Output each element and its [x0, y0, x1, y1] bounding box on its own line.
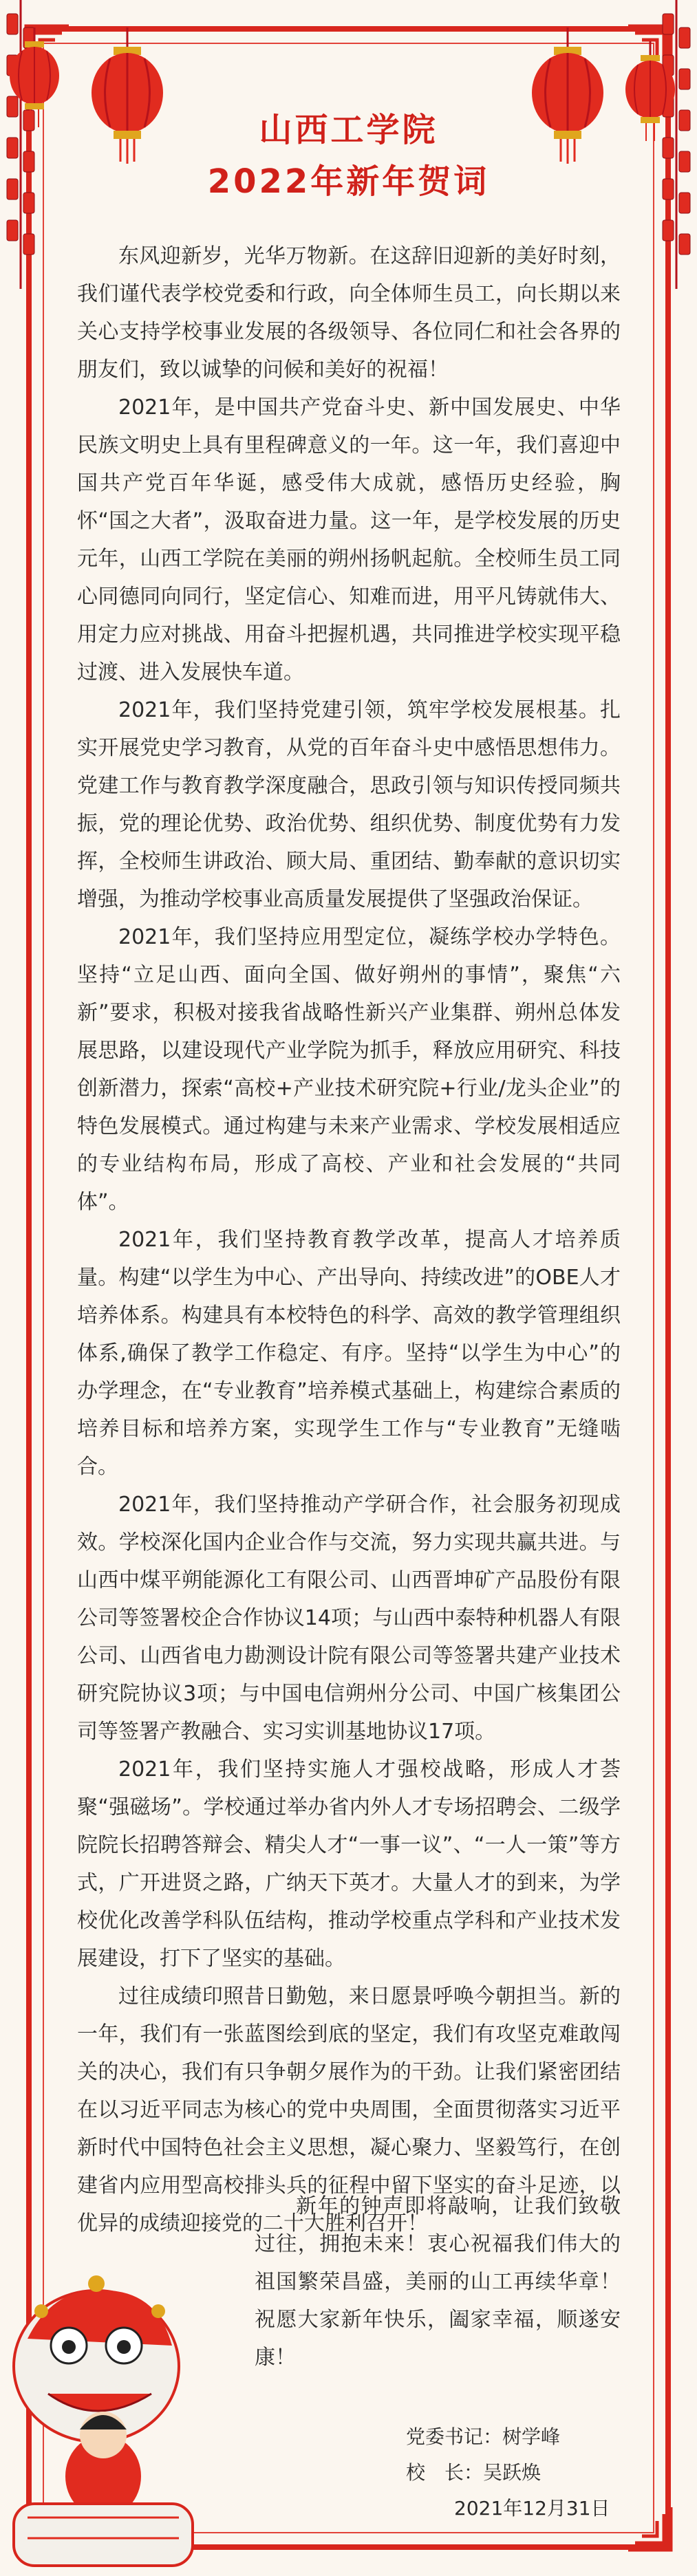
paragraph: 过往成绩印照昔日勤勉，来日愿景呼唤今朝担当。新的一年，我们有一张蓝图绘到底的坚定，我们有攻坚克难敢闯关的决心，我们有只争朝夕展作为的干劲。让我们紧密团结在以习近平同志为核心的党中央周围，全面贯彻落实习近平新时代中国特色社会主义思想，凝心聚力、坚毅笃行，在创建省内应用型高校排头兵的征程中留下坚实的奋斗足迹，以优异的成绩迎接党的二十大胜利召开！	[77, 1984, 621, 2236]
paragraph: 2021年，我们坚持实施人才强校战略，形成人才荟聚“强磁场”。学校通过举办省内外人才专场招聘会、二级学院院长招聘答辩会、精尖人才“一事一议”、“一人一策”等方式，广开进贤之路，广纳天下英才。大量人才的到来，为学校优化改善学科队伍结构，推动学校重点学科和产业技术发展建设，打下了坚实的基础。	[77, 1757, 621, 1971]
signature-date: 2021年12月31日	[454, 2497, 610, 2520]
page-subtitle: 2022年新年贺词	[207, 162, 490, 201]
greeting-body	[77, 237, 621, 2242]
closing-paragraph: 新年的钟声即将敲响，让我们致敬过往，拥抱未来！衷心祝福我们伟大的祖国繁荣昌盛，美丽的山工再续华章！祝愿大家新年快乐，阖家幸福，顺遂安康！	[255, 2194, 621, 2370]
signature-president: 校 长：吴跃焕	[406, 2461, 541, 2484]
paragraph: 2021年，我们坚持应用型定位，凝练学校办学特色。坚持“立足山西、面向全国、做好朔州的事情”，聚焦“六新”要求，积极对接我省战略性新兴产业集群、朔州总体发展思路，以建设现代产业学院为抓手，释放应用研究、科技创新潜力，探索“高校+产业技术研究院+行业/龙头企业”的特色发展模式。通过构建与未来产业需求、学校发展相适应的专业结构布局，形成了高校、产业和社会发展的“共同体”。	[77, 925, 621, 1214]
lion-dance-icon	[0, 2215, 206, 2573]
paragraph: 2021年，我们坚持教育教学改革，提高人才培养质量。构建“以学生为中心、产出导向、持续改进”的OBE人才培养体系。构建具有本校特色的科学、高效的教学管理组织体系,确保了教学工作稳定、有序。坚持“以学生为中心”的办学理念，在“专业教育”培养模式基础上，构建综合素质的培养目标和培养方案，实现学生工作与“专业教育”无缝啮合。	[77, 1228, 621, 1479]
paragraph: 2021年，我们坚持党建引领，筑牢学校发展根基。扎实开展党史学习教育，从党的百年奋斗史中感悟思想伟力。党建工作与教育教学深度融合，思政引领与知识传授同频共振，党的理论优势、政治优势、组织优势、制度优势有力发挥，全校师生讲政治、顾大局、重团结、勤奉献的意识切实增强，为推动学校事业高质量发展提供了坚强政治保证。	[77, 698, 621, 911]
paragraph: 2021年，我们坚持推动产学研合作，社会服务初现成效。学校深化国内企业合作与交流，努力实现共赢共进。与山西中煤平朔能源化工有限公司、山西晋坤矿产品股份有限公司等签署校企合作协议14项；与山西中泰特种机器人有限公司、山西省电力勘测设计院有限公司等签署共建产业技术研究院协议3项；与中国电信朔州分公司、中国广核集团公司等签署产教融合、实习实训基地协议17项。	[77, 1493, 621, 1744]
signature-secretary: 党委书记：树学峰	[406, 2425, 561, 2448]
paragraph: 2021年，是中国共产党奋斗史、新中国发展史、中华民族文明史上具有里程碑意义的一年。这一年，我们喜迎中国共产党百年华诞，感受伟大成就，感悟历史经验，胸怀“国之大者”，汲取奋进力量。这一年，是学校发展的历史元年，山西工学院在美丽的朔州扬帆起航。全校师生员工同心同德同向同行，坚定信心、知难而进，用平凡铸就伟大、用定力应对挑战、用奋斗把握机遇，共同推进学校实现平稳过渡、进入发展快车道。	[77, 396, 621, 684]
closing-wishes	[255, 2187, 621, 2377]
paragraph: 东风迎新岁，光华万物新。在这辞旧迎新的美好时刻，我们谨代表学校党委和行政，向全体师生员工，向长期以来关心支持学校事业发展的各级领导、各位同仁和社会各界的朋友们，致以诚挚的问候和美好的祝福！	[77, 244, 621, 382]
page-title: 山西工学院	[259, 111, 438, 149]
